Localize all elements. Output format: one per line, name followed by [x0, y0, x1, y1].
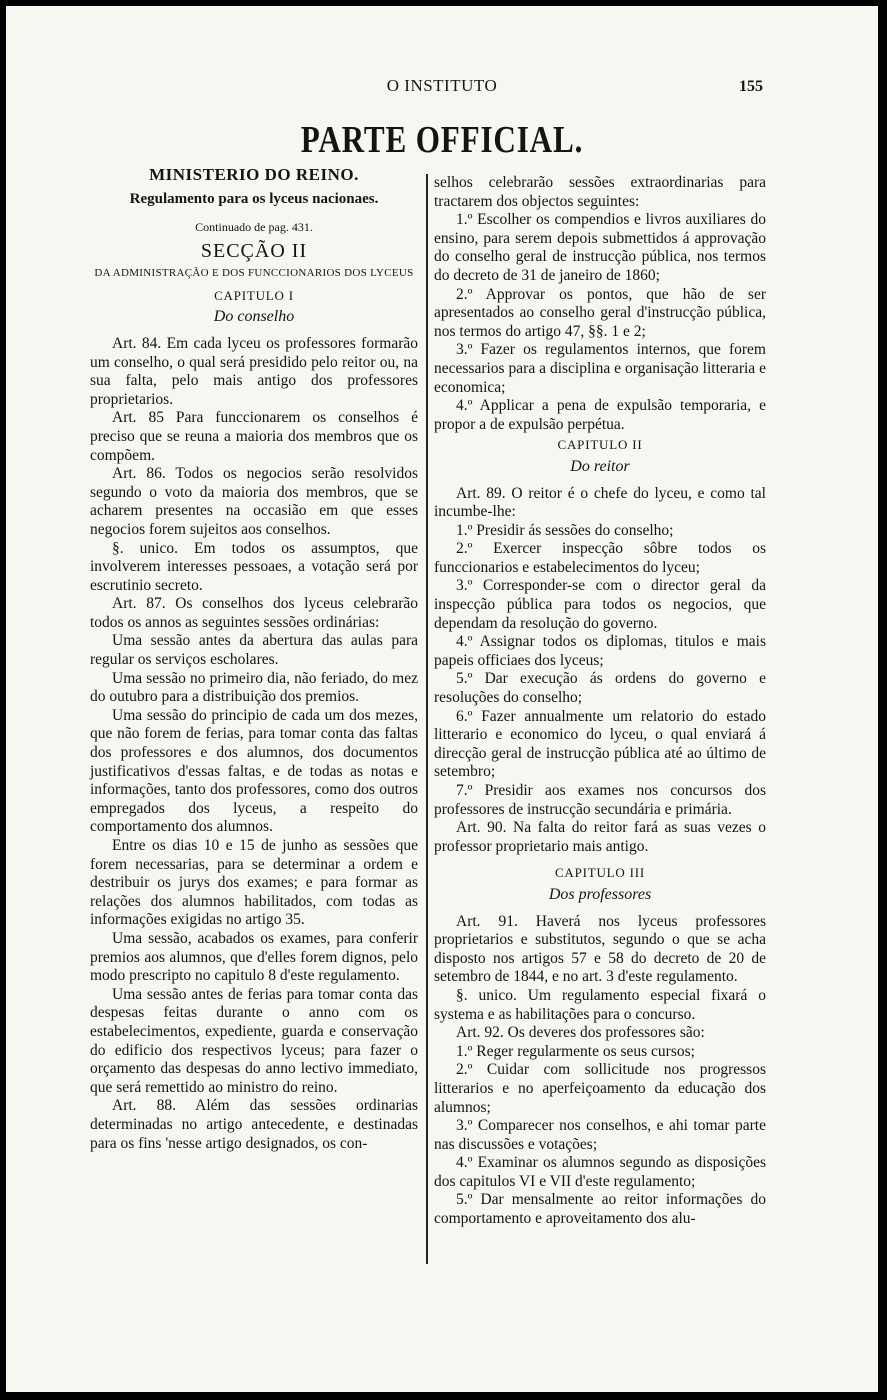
paragraph: Uma sessão antes da abertura das aulas para regular os serviços escholares. [90, 632, 418, 669]
paragraph: Uma sessão antes de ferias para tomar conta das despesas feitas durante o anno com os estabelecimentos, expediente, guarda e conservação do edificio dos respectivos lyceus; para fazer o orçamento das despesas do anno lectivo immediato, que será remettido ao ministro do reino. [90, 985, 418, 1096]
paragraph: Art. 87. Os conselhos dos lyceus celebrarão todos os annos as seguintes sessões ordinárias: [90, 595, 418, 631]
section-subtitle: DA ADMINISTRAÇÃO E DOS FUNCCIONARIOS DOS LYCEUS [94, 266, 414, 279]
paragraph: 4.º Applicar a pena de expulsão temporaria, e propor a de expulsão perpétua. [434, 397, 766, 433]
ministry-heading: MINISTERIO DO REINO. [149, 165, 359, 184]
journal-page [6, 6, 878, 1392]
running-title: O INSTITUTO [386, 76, 498, 95]
paragraph: Art. 91. Haverá nos lyceus professores proprietarios e substitutos, segundo o que se acha disposto nos artigos 57 e 58 do decreto de 20 de setembro de 1844, e no art. 3 d'este regulamento. [434, 912, 766, 986]
chapter-subtitle: Do conselho [213, 308, 295, 326]
column-divider [426, 174, 428, 1264]
chapter-title: CAPITULO I [214, 287, 294, 303]
section-title: SECÇÃO II [200, 240, 308, 263]
paragraph: 4.º Assignar todos os diplomas, titulos e mais papeis officiaes dos lyceus; [434, 633, 766, 669]
paragraph: 1.º Reger regularmente os seus cursos; [456, 1042, 695, 1060]
paragraph: Art. 84. Em cada lyceu os professores formarão um conselho, o qual será presidido pelo reitor ou, na sua falta, pelo mais antigo dos professores proprietarios. [90, 334, 418, 408]
chapter-subtitle: Do reitor [570, 457, 630, 475]
paragraph: 2.º Cuidar com sollicitude nos progressos litterarios e no aperfeiçoamento da educação dos alumnos; [434, 1061, 766, 1116]
paragraph: Uma sessão no primeiro dia, não feriado, do mez do outubro para a distribuição dos premios. [90, 669, 418, 706]
paragraph: 2.º Exercer inspecção sôbre todos os funccionarios e estabelecimentos do lyceu; [434, 540, 766, 576]
paragraph: 3.º Fazer os regulamentos internos, que forem necessarios para a disciplina e organisação litteraria e economica; [434, 341, 766, 396]
paragraph: §. unico. Um regulamento especial fixará o systema e as habilitações para o concurso. [434, 986, 766, 1023]
paragraph: Entre os dias 10 e 15 de junho as sessões que forem necessarias, para se determinar a ordem e destribuir os jurys dos exames; e para formar as relações dos alumnos habilitados, com todas as informações exigidas no artigo 35. [90, 837, 418, 929]
right-column [434, 174, 766, 1229]
regulation-title: Regulamento para os lyceus nacionaes. [129, 190, 379, 207]
paragraph: 7.º Presidir aos exames nos concursos dos professores de instrucção secundária e primária. [434, 782, 766, 818]
paragraph: 3.º Corresponder-se com o director geral da inspecção pública para todos os negocios, que dependam da resolução do governo. [434, 577, 766, 632]
paragraph: 6.º Fazer annualmente um relatorio do estado litterario e economico do lyceu, o qual enviará á direcção geral de instrucção pública até ao último de setembro; [434, 707, 766, 781]
chapter-subtitle: Dos professores [548, 885, 652, 903]
paragraph: selhos celebrarão sessões extraordinarias para tractarem dos objectos seguintes: [434, 174, 766, 210]
paragraph: Art. 89. O reitor é o chefe do lyceu, e como tal incumbe-lhe: [434, 484, 766, 521]
paragraph: Art. 90. Na falta do reitor fará as suas vezes o professor proprietario mais antigo. [434, 819, 766, 855]
spacer [434, 856, 766, 862]
paragraph: 1.º Escolher os compendios e livros auxiliares do ensino, para serem depois submettidos á approvação do conselho geral de instrucção pública, nos termos do decreto de 31 de janeiro de 1860; [434, 211, 766, 284]
paragraph: 3.º Comparecer nos conselhos, e ahi tomar parte nas discussões e votações; [434, 1117, 766, 1153]
paragraph: Art. 86. Todos os negocios serão resolvidos segundo o voto da maioria dos membros, que se acharem presentes na occasião em que esses negocios forem sujeitos aos conselhos. [90, 465, 418, 538]
paragraph: Art. 85 Para funccionarem os conselhos é preciso que se reuna a maioria dos membros que os compõem. [90, 409, 418, 464]
page-number: 155 [739, 78, 763, 95]
paragraph: Uma sessão do principio de cada um dos mezes, que não forem de ferias, para tomar conta das faltas dos professores e dos alumnos, dos documentos justificativos d'essas faltas, e de todas as notas e informações, tanto dos professores, como dos outros empregados dos lyceus, a respeito do comportamento dos alumnos. [90, 706, 418, 836]
paragraph: 1.º Presidir ás sessões do conselho; [456, 521, 674, 539]
chapter-title: CAPITULO III [554, 865, 646, 881]
paragraph: Uma sessão, acabados os exames, para conferir premios aos alumnos, que d'elles forem dignos, pelo modo prescripto no capitulo 8 d'este regulamento. [90, 929, 418, 985]
continued-note: Continuado de pag. 431. [195, 219, 313, 234]
paragraph: 4.º Examinar os alumnos segundo as disposições dos capitulos VI e VII d'este regulamento; [434, 1154, 766, 1190]
paragraph: 2.º Approvar os pontos, que hão de ser apresentados ao conselho geral d'instrucção pública, nos termos do artigo 47, §§. 1 e 2; [434, 285, 766, 340]
paragraph: Art. 92. Os deveres dos professores são: [456, 1024, 705, 1042]
chapter-title: CAPITULO II [557, 437, 643, 453]
paragraph: 5.º Dar execução ás ordens do governo e resoluções do conselho; [434, 670, 766, 707]
left-column [90, 166, 418, 1153]
paragraph: Art. 88. Além das sessões ordinarias determinadas no artigo antecedente, e destinadas para os fins 'nesse artigo designados, os con- [90, 1097, 418, 1152]
paragraph: 5.º Dar mensalmente ao reitor informações do comportamento e aproveitamento dos alu- [434, 1191, 766, 1228]
paragraph: §. unico. Em todos os assumptos, que involverem interesses pessoaes, a votação será por escrutinio secreto. [90, 539, 418, 594]
main-title: PARTE OFFICIAL. [300, 119, 584, 161]
